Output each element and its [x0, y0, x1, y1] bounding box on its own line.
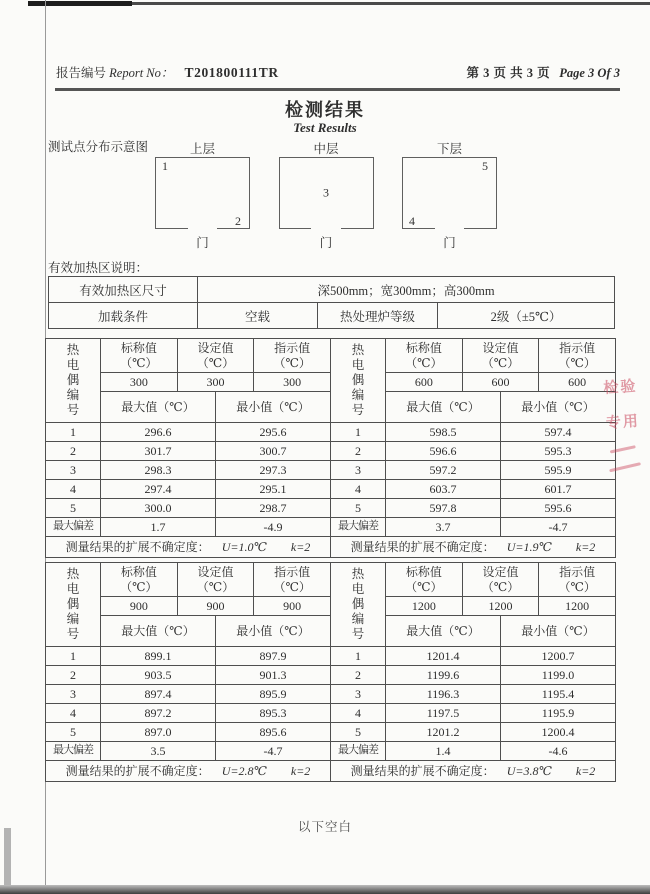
- deviation-row: [331, 518, 616, 537]
- measure-table-300: [45, 338, 331, 558]
- tc-id: 5: [46, 499, 101, 518]
- data-row: [331, 666, 616, 685]
- test-point-2: 2: [235, 214, 241, 228]
- uncertainty-cell: 测量结果的扩展不确定度： U=2.8℃ k=2: [46, 761, 331, 782]
- box-bottom-right-segment: [464, 228, 496, 229]
- min-value: 895.9: [215, 685, 330, 704]
- diagram-caption: 测试点分布示意图: [48, 140, 149, 154]
- report-header: [56, 63, 620, 81]
- data-row: [331, 423, 616, 442]
- nominal-value: 900: [101, 597, 178, 616]
- layer-middle-box: [279, 157, 374, 229]
- red-stamp-fragment: [603, 376, 650, 470]
- max-value: 297.4: [101, 480, 216, 499]
- page-number-en: Page 3 Of 3: [559, 66, 620, 80]
- zone-size-row: [49, 277, 615, 303]
- thermocouple-id-label: 热 电 偶 编 号: [46, 563, 101, 647]
- data-row: [46, 442, 331, 461]
- layer-lower: [402, 142, 497, 251]
- page-title: 检测结果: [285, 100, 365, 120]
- deviation-row: [331, 742, 616, 761]
- max-value: 296.6: [101, 423, 216, 442]
- header-rule: [55, 88, 620, 91]
- set-value: 600: [462, 373, 539, 392]
- max-value: 597.2: [386, 461, 501, 480]
- heating-zone-caption: 有效加热区说明：: [48, 261, 149, 275]
- deviation-label: 最大偏差: [331, 518, 386, 537]
- min-value: 901.3: [215, 666, 330, 685]
- col-set: 设定值 （℃）: [462, 339, 539, 373]
- page-subtitle: Test Results: [293, 120, 357, 135]
- col-set: 设定值 （℃）: [177, 339, 254, 373]
- report-number-label-cn: 报告编号: [56, 66, 107, 80]
- door-label-middle: 门: [319, 236, 333, 250]
- stamp-text-2: 专用: [605, 413, 641, 432]
- test-point-4: 4: [409, 214, 415, 228]
- box-bottom-left-segment: [403, 228, 435, 229]
- data-row: [331, 461, 616, 480]
- col-set: 设定值 （℃）: [462, 563, 539, 597]
- layer-upper-label: 上层: [189, 142, 215, 156]
- max-value: 300.0: [101, 499, 216, 518]
- data-row: [46, 685, 331, 704]
- thermocouple-id-label: 热 电 偶 编 号: [331, 339, 386, 423]
- min-value: 297.3: [215, 461, 330, 480]
- data-row: [46, 666, 331, 685]
- min-value: 300.7: [215, 442, 330, 461]
- deviation-min: -4.6: [500, 742, 615, 761]
- layer-lower-box: [402, 157, 497, 229]
- test-point-diagram: [155, 142, 497, 251]
- min-label: 最小值（℃）: [500, 392, 615, 423]
- data-row: [46, 723, 331, 742]
- uncertainty-row: [46, 761, 331, 782]
- max-value: 603.7: [386, 480, 501, 499]
- scan-edge-bottom: [0, 885, 650, 894]
- data-row: [331, 480, 616, 499]
- min-value: 595.9: [500, 461, 615, 480]
- set-value: 1200: [462, 597, 539, 616]
- uncertainty-cell: 测量结果的扩展不确定度： U=1.0℃ k=2: [46, 537, 331, 558]
- zone-grade-label: 热处理炉等级: [318, 303, 438, 329]
- data-row: [46, 647, 331, 666]
- tc-id: 2: [46, 442, 101, 461]
- data-row: [331, 704, 616, 723]
- deviation-label: 最大偏差: [331, 742, 386, 761]
- nominal-value: 1200: [386, 597, 463, 616]
- report-number-line: [56, 63, 279, 81]
- data-row: [331, 442, 616, 461]
- test-point-3: 3: [323, 184, 329, 199]
- deviation-label: 最大偏差: [46, 518, 101, 537]
- tc-id: 4: [331, 704, 386, 723]
- deviation-max: 1.7: [101, 518, 216, 537]
- max-value: 897.4: [101, 685, 216, 704]
- layer-middle: [279, 142, 374, 251]
- blank-below-note: 以下空白: [297, 820, 352, 834]
- zone-load-row: [49, 303, 615, 329]
- col-set: 设定值 （℃）: [177, 563, 254, 597]
- max-label: 最大值（℃）: [101, 392, 216, 423]
- scan-edge-top-dark: [28, 1, 132, 6]
- tc-id: 1: [46, 647, 101, 666]
- scan-edge-bottom-left: [4, 828, 11, 886]
- tc-id: 1: [46, 423, 101, 442]
- min-value: 601.7: [500, 480, 615, 499]
- deviation-row: [46, 518, 331, 537]
- data-row: [331, 723, 616, 742]
- heating-zone-table: [48, 276, 615, 329]
- indicated-value: 600: [539, 373, 616, 392]
- layer-upper-box: [155, 157, 250, 229]
- header-row: [331, 563, 616, 597]
- tc-id: 1: [331, 647, 386, 666]
- min-value: 595.3: [500, 442, 615, 461]
- deviation-min: -4.7: [500, 518, 615, 537]
- nominal-value: 300: [101, 373, 178, 392]
- min-value: 1200.4: [500, 723, 615, 742]
- tc-id: 2: [331, 442, 386, 461]
- min-value: 1195.4: [500, 685, 615, 704]
- data-row: [46, 480, 331, 499]
- tc-id: 4: [46, 704, 101, 723]
- data-row: [46, 499, 331, 518]
- tc-id: 3: [331, 685, 386, 704]
- tc-id: 2: [331, 666, 386, 685]
- measurement-band-2: [45, 562, 616, 782]
- set-value: 900: [177, 597, 254, 616]
- deviation-max: 1.4: [386, 742, 501, 761]
- report-number-label-en: Report No：: [109, 66, 174, 80]
- door-label-lower: 门: [443, 236, 456, 250]
- zone-grade-value: 2级（±5℃）: [438, 303, 615, 329]
- door-label-upper: 门: [196, 236, 209, 250]
- layer-upper: [155, 142, 250, 251]
- tc-id: 2: [46, 666, 101, 685]
- thermocouple-id-label: 热 电 偶 编 号: [331, 563, 386, 647]
- uncertainty-row: [46, 537, 331, 558]
- max-value: 298.3: [101, 461, 216, 480]
- tc-id: 4: [331, 480, 386, 499]
- deviation-max: 3.5: [101, 742, 216, 761]
- data-row: [331, 685, 616, 704]
- tc-id: 3: [331, 461, 386, 480]
- max-value: 1197.5: [386, 704, 501, 723]
- stamp-stroke: [610, 445, 636, 453]
- tc-id: 5: [46, 723, 101, 742]
- deviation-min: -4.9: [215, 518, 330, 537]
- box-bottom-left-segment: [280, 228, 312, 229]
- col-indicated: 指示值 （℃）: [539, 339, 616, 373]
- zone-load-value: 空载: [198, 303, 318, 329]
- page-number-line: [466, 63, 620, 81]
- max-value: 903.5: [101, 666, 216, 685]
- thermocouple-id-label: 热 电 偶 编 号: [46, 339, 101, 423]
- stamp-text-1: 检验: [602, 378, 639, 398]
- tc-id: 5: [331, 723, 386, 742]
- header-row: [46, 339, 331, 373]
- uncertainty-cell: 测量结果的扩展不确定度： U=3.8℃ k=2: [331, 761, 616, 782]
- min-label: 最小值（℃）: [500, 616, 615, 647]
- col-indicated: 指示值 （℃）: [254, 563, 331, 597]
- max-label: 最大值（℃）: [386, 392, 501, 423]
- min-value: 298.7: [215, 499, 330, 518]
- data-row: [331, 499, 616, 518]
- indicated-value: 1200: [539, 597, 616, 616]
- box-bottom-right-segment: [217, 228, 249, 229]
- min-value: 295.1: [215, 480, 330, 499]
- set-value: 300: [177, 373, 254, 392]
- tc-id: 1: [331, 423, 386, 442]
- indicated-value: 900: [254, 597, 331, 616]
- deviation-label: 最大偏差: [46, 742, 101, 761]
- test-point-1: 1: [162, 159, 168, 173]
- min-value: 1200.7: [500, 647, 615, 666]
- layer-lower-label: 下层: [436, 142, 462, 156]
- col-indicated: 指示值 （℃）: [254, 339, 331, 373]
- max-value: 598.5: [386, 423, 501, 442]
- max-value: 597.8: [386, 499, 501, 518]
- zone-load-label: 加载条件: [49, 303, 198, 329]
- max-value: 897.0: [101, 723, 216, 742]
- min-value: 897.9: [215, 647, 330, 666]
- col-nominal: 标称值 （℃）: [101, 339, 178, 373]
- deviation-row: [46, 742, 331, 761]
- max-value: 897.2: [101, 704, 216, 723]
- min-label: 最小值（℃）: [215, 616, 330, 647]
- page-number-cn: 第 3 页 共 3 页: [466, 66, 551, 80]
- tc-id: 3: [46, 461, 101, 480]
- tc-id: 3: [46, 685, 101, 704]
- tc-id: 5: [331, 499, 386, 518]
- measure-table-1200: [330, 562, 616, 782]
- measure-table-900: [45, 562, 331, 782]
- header-row: [46, 563, 331, 597]
- uncertainty-row: [331, 537, 616, 558]
- layer-middle-label: 中层: [313, 142, 339, 156]
- col-indicated: 指示值 （℃）: [539, 563, 616, 597]
- indicated-value: 300: [254, 373, 331, 392]
- uncertainty-cell: 测量结果的扩展不确定度： U=1.9℃ k=2: [331, 537, 616, 558]
- min-value: 895.6: [215, 723, 330, 742]
- measure-table-600: [330, 338, 616, 558]
- min-label: 最小值（℃）: [215, 392, 330, 423]
- test-point-5: 5: [482, 159, 488, 173]
- max-value: 899.1: [101, 647, 216, 666]
- data-row: [331, 647, 616, 666]
- max-value: 1199.6: [386, 666, 501, 685]
- report-number-value: T201800111TR: [184, 65, 279, 80]
- data-row: [46, 461, 331, 480]
- max-value: 596.6: [386, 442, 501, 461]
- data-row: [46, 704, 331, 723]
- nominal-value: 600: [386, 373, 463, 392]
- tc-id: 4: [46, 480, 101, 499]
- min-value: 597.4: [500, 423, 615, 442]
- col-nominal: 标称值 （℃）: [386, 339, 463, 373]
- deviation-max: 3.7: [386, 518, 501, 537]
- min-value: 1195.9: [500, 704, 615, 723]
- box-bottom-right-segment: [341, 228, 373, 229]
- max-value: 1196.3: [386, 685, 501, 704]
- zone-size-value: 深500mm；宽300mm；高300mm: [198, 277, 615, 303]
- box-bottom-left-segment: [156, 228, 188, 229]
- max-value: 301.7: [101, 442, 216, 461]
- uncertainty-row: [331, 761, 616, 782]
- header-row: [331, 339, 616, 373]
- deviation-min: -4.7: [215, 742, 330, 761]
- col-nominal: 标称值 （℃）: [386, 563, 463, 597]
- min-value: 595.6: [500, 499, 615, 518]
- data-row: [46, 423, 331, 442]
- max-value: 1201.2: [386, 723, 501, 742]
- measurement-band-1: [45, 338, 616, 558]
- stamp-stroke: [609, 462, 641, 472]
- max-label: 最大值（℃）: [386, 616, 501, 647]
- col-nominal: 标称值 （℃）: [101, 563, 178, 597]
- min-value: 295.6: [215, 423, 330, 442]
- max-label: 最大值（℃）: [101, 616, 216, 647]
- max-value: 1201.4: [386, 647, 501, 666]
- min-value: 895.3: [215, 704, 330, 723]
- min-value: 1199.0: [500, 666, 615, 685]
- zone-size-label: 有效加热区尺寸: [49, 277, 198, 303]
